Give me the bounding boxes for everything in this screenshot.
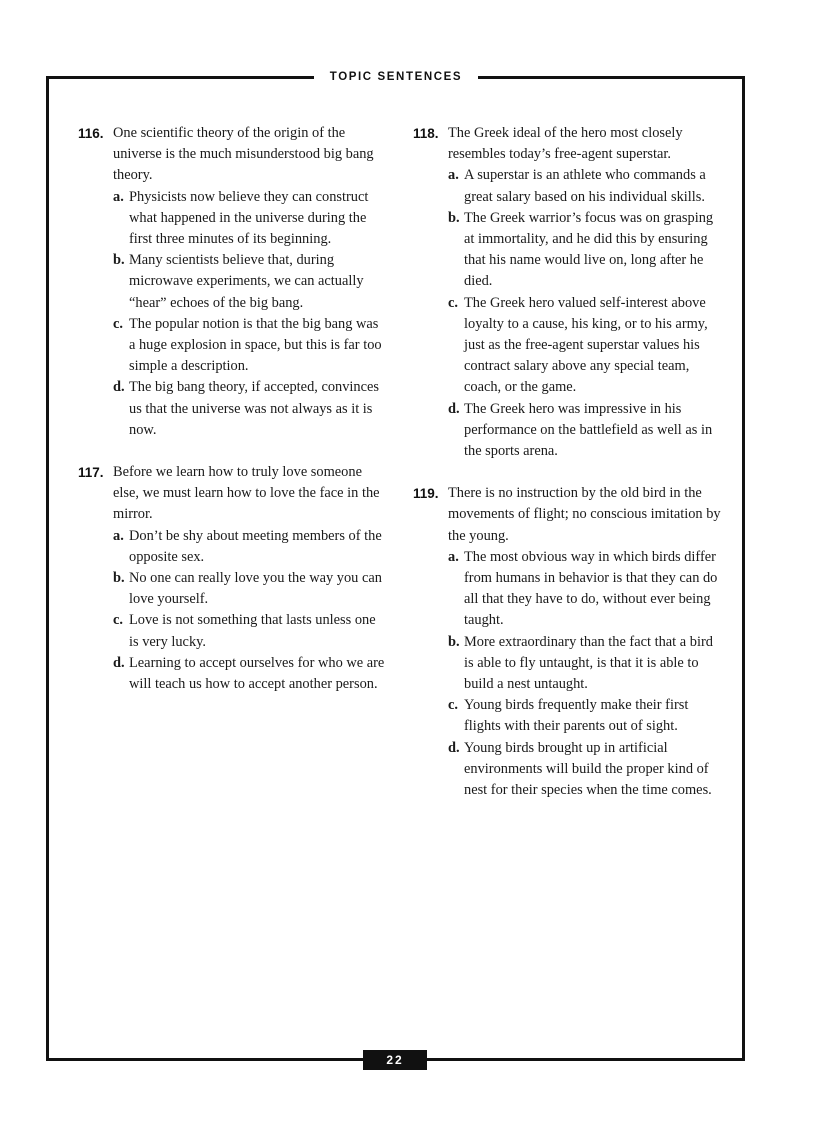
section-title: TOPIC SENTENCES [314,69,478,86]
question-117 [78,462,388,695]
question-116 [78,123,388,441]
option-text: No one can really love you the way you can love yourself. [129,570,382,608]
question-stem [413,483,725,547]
answer-option-b [413,632,725,696]
option-text: Love is not something that lasts unless one is very lucky. [129,612,376,650]
answer-option-a [78,526,388,568]
question-stem [78,462,388,526]
answer-option-d [413,738,725,802]
question-text: One scientific theory of the origin of the universe is the much misunderstood big bang theory. [113,125,374,184]
answer-option-d [413,399,725,463]
page-number: 22 [363,1050,427,1070]
option-letter: b. [448,209,460,226]
option-text: Don’t be shy about meeting members of the opposite sex. [129,527,382,565]
option-letter: a. [448,167,459,184]
option-letter: a. [448,548,459,565]
answer-option-c [413,695,725,737]
option-letter: b. [448,633,460,650]
answer-option-d [78,377,388,441]
question-119 [413,483,725,801]
option-letter: c. [448,697,458,714]
question-stem [78,123,388,187]
option-text: The most obvious way in which birds differ from humans in behavior is that they can do all that they have to do, without ever being taught. [464,548,718,629]
answer-option-c [413,293,725,399]
page-frame-left [46,76,49,1061]
question-text: There is no instruction by the old bird in the movements of flight; no conscious imitation by the young. [448,485,721,544]
answer-option-b [78,250,388,314]
option-text: Young birds brought up in artificial environments will build the proper kind of nest for their species when the time comes. [464,739,712,799]
answer-option-a [413,547,725,632]
option-letter: c. [113,315,123,332]
option-text: The Greek warrior’s focus was on grasping at immortality, and he did this by ensuring that his name would live on, long after he died. [464,209,714,290]
answer-option-b [78,568,388,610]
option-text: The popular notion is that the big bang was a huge explosion in space, but this is far too simple a description. [129,315,382,375]
right-column [413,123,725,822]
option-letter: b. [113,252,125,269]
page-frame-right [742,76,745,1061]
question-number: 116. [78,126,104,141]
question-number: 117. [78,465,104,481]
option-text: The big bang theory, if accepted, convinces us that the universe was not always as it is now. [129,379,380,438]
answer-option-c [78,314,388,378]
option-letter: c. [113,612,123,629]
option-letter: d. [113,654,125,671]
option-text: The Greek hero was impressive in his performance on the battlefield as well as in the sports arena. [464,400,713,460]
option-letter: b. [113,570,125,587]
answer-option-a [78,187,388,251]
option-letter: d. [448,400,460,417]
question-number: 119. [413,486,439,502]
option-letter: d. [113,379,125,396]
option-text: Young birds frequently make their first flights with their parents out of sight. [464,697,689,735]
option-text: More extraordinary than the fact that a bird is able to fly untaught, is that it is able to build a nest untaught. [464,633,713,693]
option-text: Physicists now believe they can construct what happened in the universe during the first three minutes of its beginning. [129,188,369,248]
left-column [78,123,388,716]
answer-option-a [413,165,725,207]
option-text: Many scientists believe that, during microwave experiments, we can actually “hear” echoes of the big bang. [129,252,364,311]
option-letter: d. [448,739,460,756]
question-118 [413,123,725,462]
question-text: Before we learn how to truly love someone else, we must learn how to love the face in the mirror. [113,464,380,523]
question-number: 118. [413,126,439,141]
question-text: The Greek ideal of the hero most closely resembles today’s free-agent superstar. [448,125,683,163]
option-text: The Greek hero valued self-interest above loyalty to a cause, his king, or to his army, just as the free-agent superstar values his contract salary above any special team, coach, or the game. [464,294,708,396]
question-stem [413,123,725,165]
option-text: A superstar is an athlete who commands a great salary based on his individual skills. [464,167,706,205]
answer-option-d [78,653,388,695]
answer-option-c [78,610,388,652]
option-letter: a. [113,527,124,544]
option-text: Learning to accept ourselves for who we are will teach us how to accept another person. [129,654,385,693]
option-letter: a. [113,188,124,205]
option-letter: c. [448,294,458,311]
answer-option-b [413,208,725,293]
